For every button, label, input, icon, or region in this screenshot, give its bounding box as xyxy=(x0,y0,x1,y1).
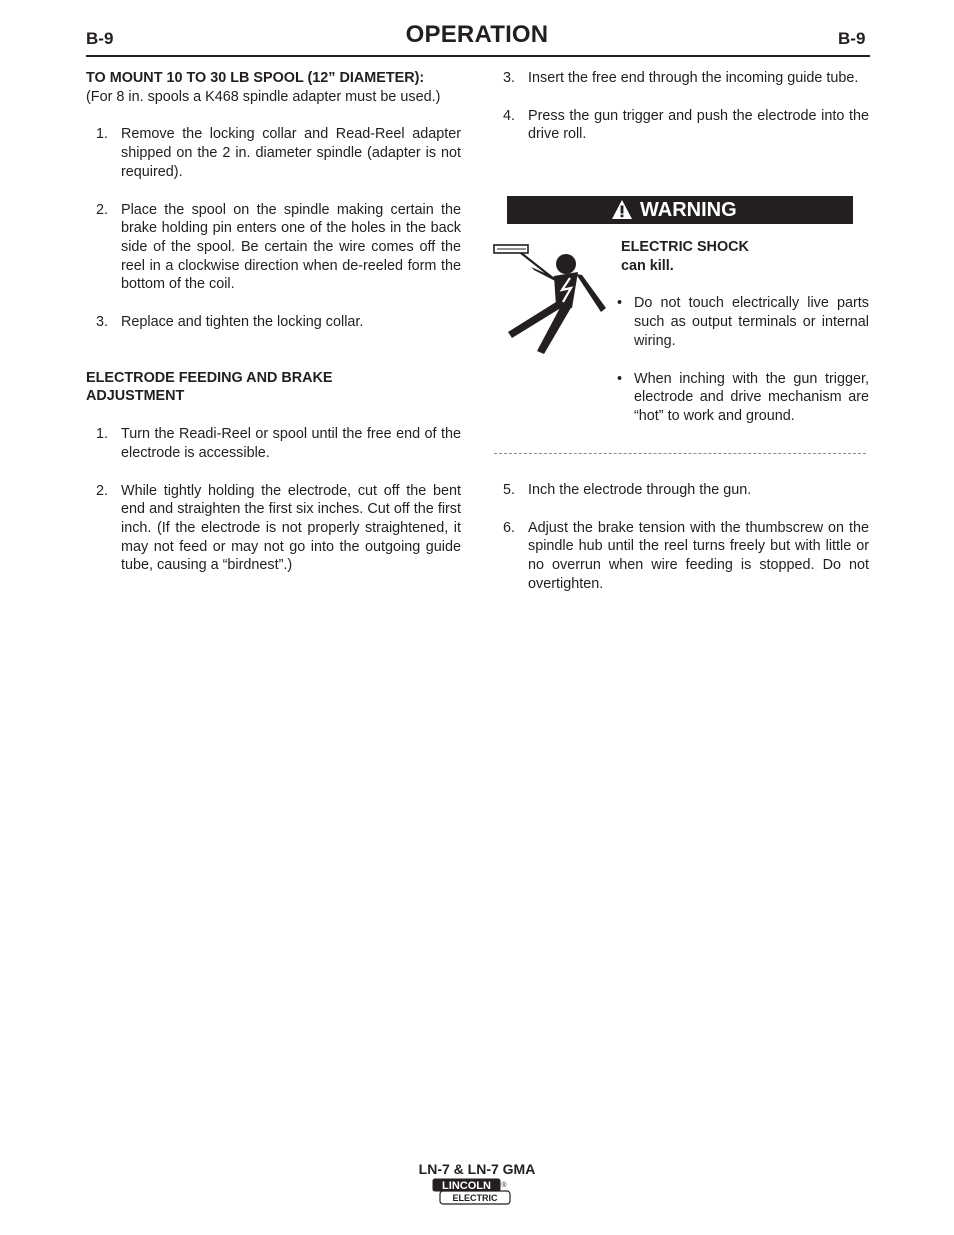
list-item xyxy=(86,313,461,332)
electric-shock-icon xyxy=(492,242,612,363)
final-steps xyxy=(503,481,869,594)
logo-registered-mark: ® xyxy=(501,1182,507,1189)
feed-heading-line1: ELECTRODE FEEDING AND BRAKE xyxy=(86,369,333,386)
feed-steps xyxy=(86,425,461,575)
list-item xyxy=(86,201,461,295)
bullet-text: When inching with the gun trigger, electrode and drive mechanism are “hot” to work and ground. xyxy=(634,370,869,424)
step-text: Turn the Readi-Reel or spool until the free end of the electrode is accessible. xyxy=(121,426,461,461)
right-column-lower xyxy=(503,481,869,594)
step-number: 2. xyxy=(96,482,109,499)
mount-steps xyxy=(86,125,461,331)
right-column xyxy=(503,69,869,144)
header-rule xyxy=(86,55,870,57)
logo-bottom-text: ELECTRIC xyxy=(452,1193,498,1203)
warning-content xyxy=(617,238,869,426)
insert-steps xyxy=(503,69,869,144)
feed-heading-line2: ADJUSTMENT xyxy=(86,388,185,405)
footer-model: LN-7 & LN-7 GMA xyxy=(418,1161,536,1177)
list-item xyxy=(503,519,869,594)
list-item xyxy=(503,481,869,500)
logo-top-text: LINCOLN xyxy=(442,1180,491,1192)
warning-bullet xyxy=(617,294,869,350)
warning-triangle-icon xyxy=(611,199,633,228)
step-number: 1. xyxy=(96,126,109,143)
step-number: 3. xyxy=(503,70,516,86)
list-item xyxy=(86,125,461,181)
step-number: 3. xyxy=(96,314,109,331)
bullet-text: Do not touch electrically live parts such as output terminals or internal wiring. xyxy=(634,295,869,349)
step-text: Remove the locking collar and Read-Reel adapter shipped on the 2 in. diameter spindle (adapter is not required). xyxy=(121,126,461,180)
step-number: 5. xyxy=(503,482,516,498)
warning-label: WARNING xyxy=(640,199,737,221)
step-number: 4. xyxy=(503,107,516,124)
list-item xyxy=(503,69,869,88)
list-item xyxy=(86,425,461,462)
hazard-line2: can kill. xyxy=(621,257,674,274)
lincoln-electric-logo xyxy=(432,1178,512,1212)
mount-note: (For 8 in. spools a K468 spindle adapter must be used.) xyxy=(86,88,441,105)
page-number-left: B-9 xyxy=(86,29,114,48)
step-number: 2. xyxy=(96,201,109,218)
page-number-right: B-9 xyxy=(838,29,866,48)
warning-banner xyxy=(507,196,853,224)
hazard-title xyxy=(621,238,869,275)
step-text: Place the spool on the spindle making certain the brake holding pin enters one of the holes in the back side of the spool. Be certain the wire comes off the reel in a clockwise direction when de-reeled form the bottom of the coil. xyxy=(121,201,461,293)
list-item xyxy=(86,482,461,576)
step-text: Adjust the brake tension with the thumbscrew on the spindle hub until the reel turns freely but with little or no overrun when wire feeding is stopped. Do not overtighten. xyxy=(528,519,869,592)
left-column xyxy=(86,69,461,575)
page-title: OPERATION xyxy=(405,21,549,48)
feed-heading xyxy=(86,369,461,406)
step-text: Press the gun trigger and push the electrode into the drive roll. xyxy=(528,107,869,143)
step-text: Replace and tighten the locking collar. xyxy=(121,314,364,331)
warning-bullet xyxy=(617,370,869,426)
step-text: Inch the electrode through the gun. xyxy=(528,482,752,498)
bullet-dot: • xyxy=(617,370,623,387)
step-text: While tightly holding the electrode, cut off the bent end and straighten the first six inches. Cut off the first inch. (If the electrode is not properly straightened, it may not feed or may not go into the outgoing guide tube, causing a “birdnest”.) xyxy=(121,482,461,574)
step-number: 6. xyxy=(503,519,516,536)
step-text: Insert the free end through the incoming guide tube. xyxy=(528,70,859,86)
warning-divider xyxy=(494,453,866,454)
mount-heading: TO MOUNT 10 TO 30 LB SPOOL (12” DIAMETER): xyxy=(86,70,425,86)
bullet-dot: • xyxy=(617,295,623,312)
hazard-line1: ELECTRIC SHOCK xyxy=(621,239,749,255)
step-number: 1. xyxy=(96,426,109,443)
list-item xyxy=(503,107,869,144)
